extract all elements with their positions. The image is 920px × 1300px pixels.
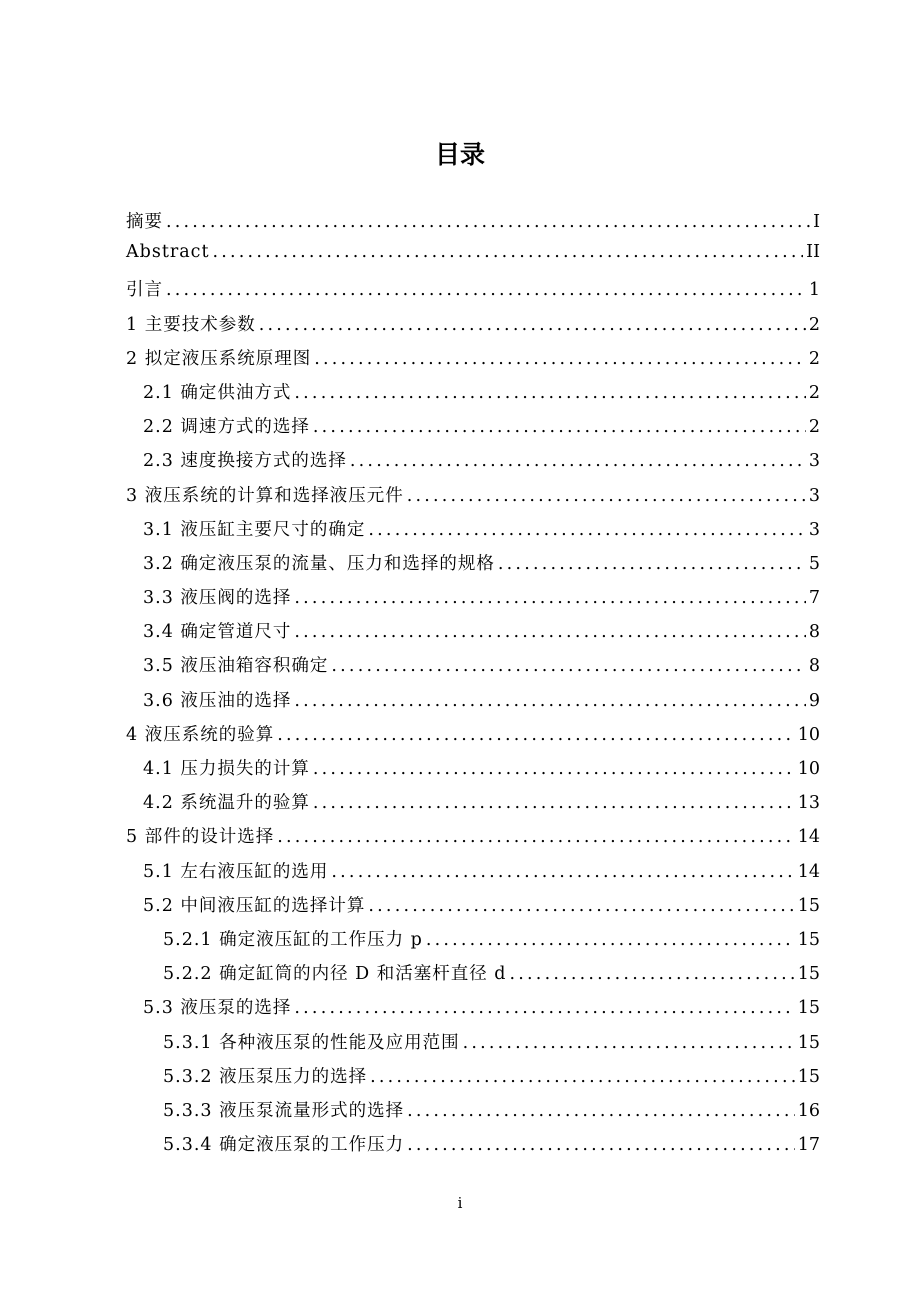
toc-dot-leader bbox=[294, 588, 805, 608]
toc-entry-page-number: II bbox=[806, 242, 820, 263]
toc-entry[interactable] bbox=[126, 994, 820, 1028]
page-title: 目录 bbox=[434, 140, 485, 169]
toc-entry[interactable] bbox=[126, 550, 820, 584]
toc-entry-label: 5.2.1 确定液压缸的工作压力 p bbox=[163, 929, 423, 950]
toc-entry-label: 3.5 液压油箱容积确定 bbox=[143, 656, 329, 677]
toc-entry[interactable] bbox=[126, 208, 820, 242]
toc-dot-leader bbox=[294, 691, 805, 711]
toc-entry-label: 3.6 液压油的选择 bbox=[143, 690, 292, 711]
page-footer-number: i bbox=[457, 1194, 463, 1212]
toc-entry-page-number: 8 bbox=[808, 656, 820, 677]
toc-entry-label: 5.3.3 液压泵流量形式的选择 bbox=[163, 1100, 405, 1121]
toc-entry-label: 4 液压系统的验算 bbox=[126, 724, 275, 745]
toc-dot-leader bbox=[331, 656, 805, 676]
toc-entry[interactable] bbox=[126, 687, 820, 721]
toc-entry[interactable] bbox=[126, 755, 820, 789]
toc-dot-leader bbox=[368, 896, 794, 916]
toc-entry[interactable] bbox=[126, 447, 820, 481]
toc-entry-label: 引言 bbox=[126, 280, 163, 301]
toc-entry-page-number: 3 bbox=[808, 451, 820, 472]
toc-entry-page-number: 13 bbox=[797, 793, 820, 814]
toc-entry-label: 3.1 液压缸主要尺寸的确定 bbox=[143, 519, 366, 540]
toc-dot-leader bbox=[350, 451, 806, 471]
toc-entry[interactable] bbox=[126, 926, 820, 960]
toc-entry[interactable] bbox=[126, 892, 820, 926]
toc-entry-page-number: 16 bbox=[797, 1100, 820, 1121]
toc-entry-page-number: 15 bbox=[797, 964, 820, 985]
toc-entry-label: 3.3 液压阀的选择 bbox=[143, 588, 292, 609]
toc-entry-label: 2 拟定液压系统原理图 bbox=[126, 348, 312, 369]
toc-entry-page-number: 2 bbox=[808, 417, 820, 438]
toc-dot-leader bbox=[259, 315, 806, 335]
toc-entry[interactable] bbox=[126, 789, 820, 823]
toc-entry-label: 5.3.1 各种液压泵的性能及应用范围 bbox=[163, 1032, 460, 1053]
toc-entry-label: 5.1 左右液压缸的选用 bbox=[143, 861, 329, 882]
toc-entry-page-number: 7 bbox=[808, 588, 820, 609]
toc-entry[interactable] bbox=[126, 960, 820, 994]
toc-entry-page-number: 15 bbox=[797, 998, 820, 1019]
toc-entry[interactable] bbox=[126, 413, 820, 447]
toc-entry-label: 4.2 系统温升的验算 bbox=[143, 793, 310, 814]
toc-entry[interactable] bbox=[126, 858, 820, 892]
toc-entry-label: 3 液压系统的计算和选择液压元件 bbox=[126, 485, 404, 506]
toc-entry-label: 1 主要技术参数 bbox=[126, 314, 256, 335]
toc-entry[interactable] bbox=[126, 1131, 820, 1165]
toc-entry-label: Abstract bbox=[126, 242, 210, 263]
toc-entry[interactable] bbox=[126, 311, 820, 345]
toc-entry-label: 5.2.2 确定缸筒的内径 D 和活塞杆直径 d bbox=[163, 964, 507, 985]
toc-dot-leader bbox=[368, 520, 805, 540]
toc-entry[interactable] bbox=[126, 516, 820, 550]
toc-dot-leader bbox=[294, 383, 805, 403]
toc-entry-page-number: 17 bbox=[797, 1135, 820, 1156]
toc-entry[interactable] bbox=[126, 584, 820, 618]
toc-entry-page-number: 10 bbox=[797, 724, 820, 745]
toc-dot-leader bbox=[510, 964, 795, 984]
toc-entry[interactable] bbox=[126, 276, 820, 310]
toc-entry-label: 2.2 调速方式的选择 bbox=[143, 417, 310, 438]
toc-entry-label: 5.3.4 确定液压泵的工作压力 bbox=[163, 1135, 405, 1156]
toc-dot-leader bbox=[166, 280, 806, 300]
toc-entry[interactable] bbox=[126, 618, 820, 652]
toc-entry-page-number: 2 bbox=[808, 314, 820, 335]
toc-entry-page-number: 2 bbox=[808, 348, 820, 369]
toc-dot-leader bbox=[331, 862, 794, 882]
toc-entry-page-number: 1 bbox=[808, 280, 820, 301]
toc-entry-page-number: 14 bbox=[797, 827, 820, 848]
toc-entry-page-number: 9 bbox=[808, 690, 820, 711]
toc-entry[interactable] bbox=[126, 482, 820, 516]
toc-dot-leader bbox=[166, 212, 810, 232]
table-of-contents bbox=[126, 208, 820, 1165]
toc-entry-page-number: 3 bbox=[808, 485, 820, 506]
toc-dot-leader bbox=[213, 242, 804, 262]
toc-entry-page-number: 2 bbox=[808, 382, 820, 403]
toc-dot-leader bbox=[277, 725, 795, 745]
toc-entry-label: 2.3 速度换接方式的选择 bbox=[143, 451, 347, 472]
toc-entry[interactable] bbox=[126, 379, 820, 413]
toc-entry-page-number: 15 bbox=[797, 1032, 820, 1053]
toc-entry[interactable] bbox=[126, 721, 820, 755]
toc-entry-label: 5.3.2 液压泵压力的选择 bbox=[163, 1066, 368, 1087]
toc-entry-page-number: 15 bbox=[797, 929, 820, 950]
toc-entry[interactable] bbox=[126, 1097, 820, 1131]
toc-entry-label: 5 部件的设计选择 bbox=[126, 827, 275, 848]
toc-entry-label: 3.4 确定管道尺寸 bbox=[143, 622, 292, 643]
toc-entry-page-number: I bbox=[813, 212, 820, 232]
toc-dot-leader bbox=[314, 349, 806, 369]
toc-entry-page-number: 5 bbox=[808, 553, 820, 574]
toc-entry-label: 摘要 bbox=[126, 212, 163, 232]
toc-dot-leader bbox=[313, 417, 806, 437]
toc-entry-page-number: 14 bbox=[797, 861, 820, 882]
toc-dot-leader bbox=[277, 827, 795, 847]
toc-dot-leader bbox=[407, 1135, 795, 1155]
toc-entry-label: 5.2 中间液压缸的选择计算 bbox=[143, 895, 366, 916]
toc-entry-page-number: 8 bbox=[808, 622, 820, 643]
toc-dot-leader bbox=[313, 759, 795, 779]
toc-entry-page-number: 3 bbox=[808, 519, 820, 540]
toc-dot-leader bbox=[463, 1033, 795, 1053]
toc-entry[interactable] bbox=[126, 1029, 820, 1063]
toc-entry-page-number: 10 bbox=[797, 759, 820, 779]
toc-dot-leader bbox=[294, 998, 794, 1018]
toc-entry[interactable] bbox=[126, 823, 820, 857]
toc-entry-label: 4.1 压力损失的计算 bbox=[143, 759, 310, 779]
toc-entry[interactable] bbox=[126, 242, 820, 276]
toc-entry-label: 2.1 确定供油方式 bbox=[143, 382, 292, 403]
toc-entry[interactable] bbox=[126, 652, 820, 686]
toc-entry-page-number: 15 bbox=[797, 1066, 820, 1087]
toc-entry-label: 5.3 液压泵的选择 bbox=[143, 998, 292, 1019]
toc-dot-leader bbox=[498, 554, 806, 574]
toc-entry-page-number: 15 bbox=[797, 895, 820, 916]
toc-entry[interactable] bbox=[126, 345, 820, 379]
toc-dot-leader bbox=[294, 622, 805, 642]
toc-entry[interactable] bbox=[126, 1063, 820, 1097]
toc-entry-label: 3.2 确定液压泵的流量、压力和选择的规格 bbox=[143, 553, 495, 574]
toc-dot-leader bbox=[407, 1101, 795, 1121]
toc-dot-leader bbox=[407, 486, 806, 506]
toc-dot-leader bbox=[370, 1067, 795, 1087]
toc-dot-leader bbox=[313, 793, 795, 813]
toc-dot-leader bbox=[426, 930, 795, 950]
